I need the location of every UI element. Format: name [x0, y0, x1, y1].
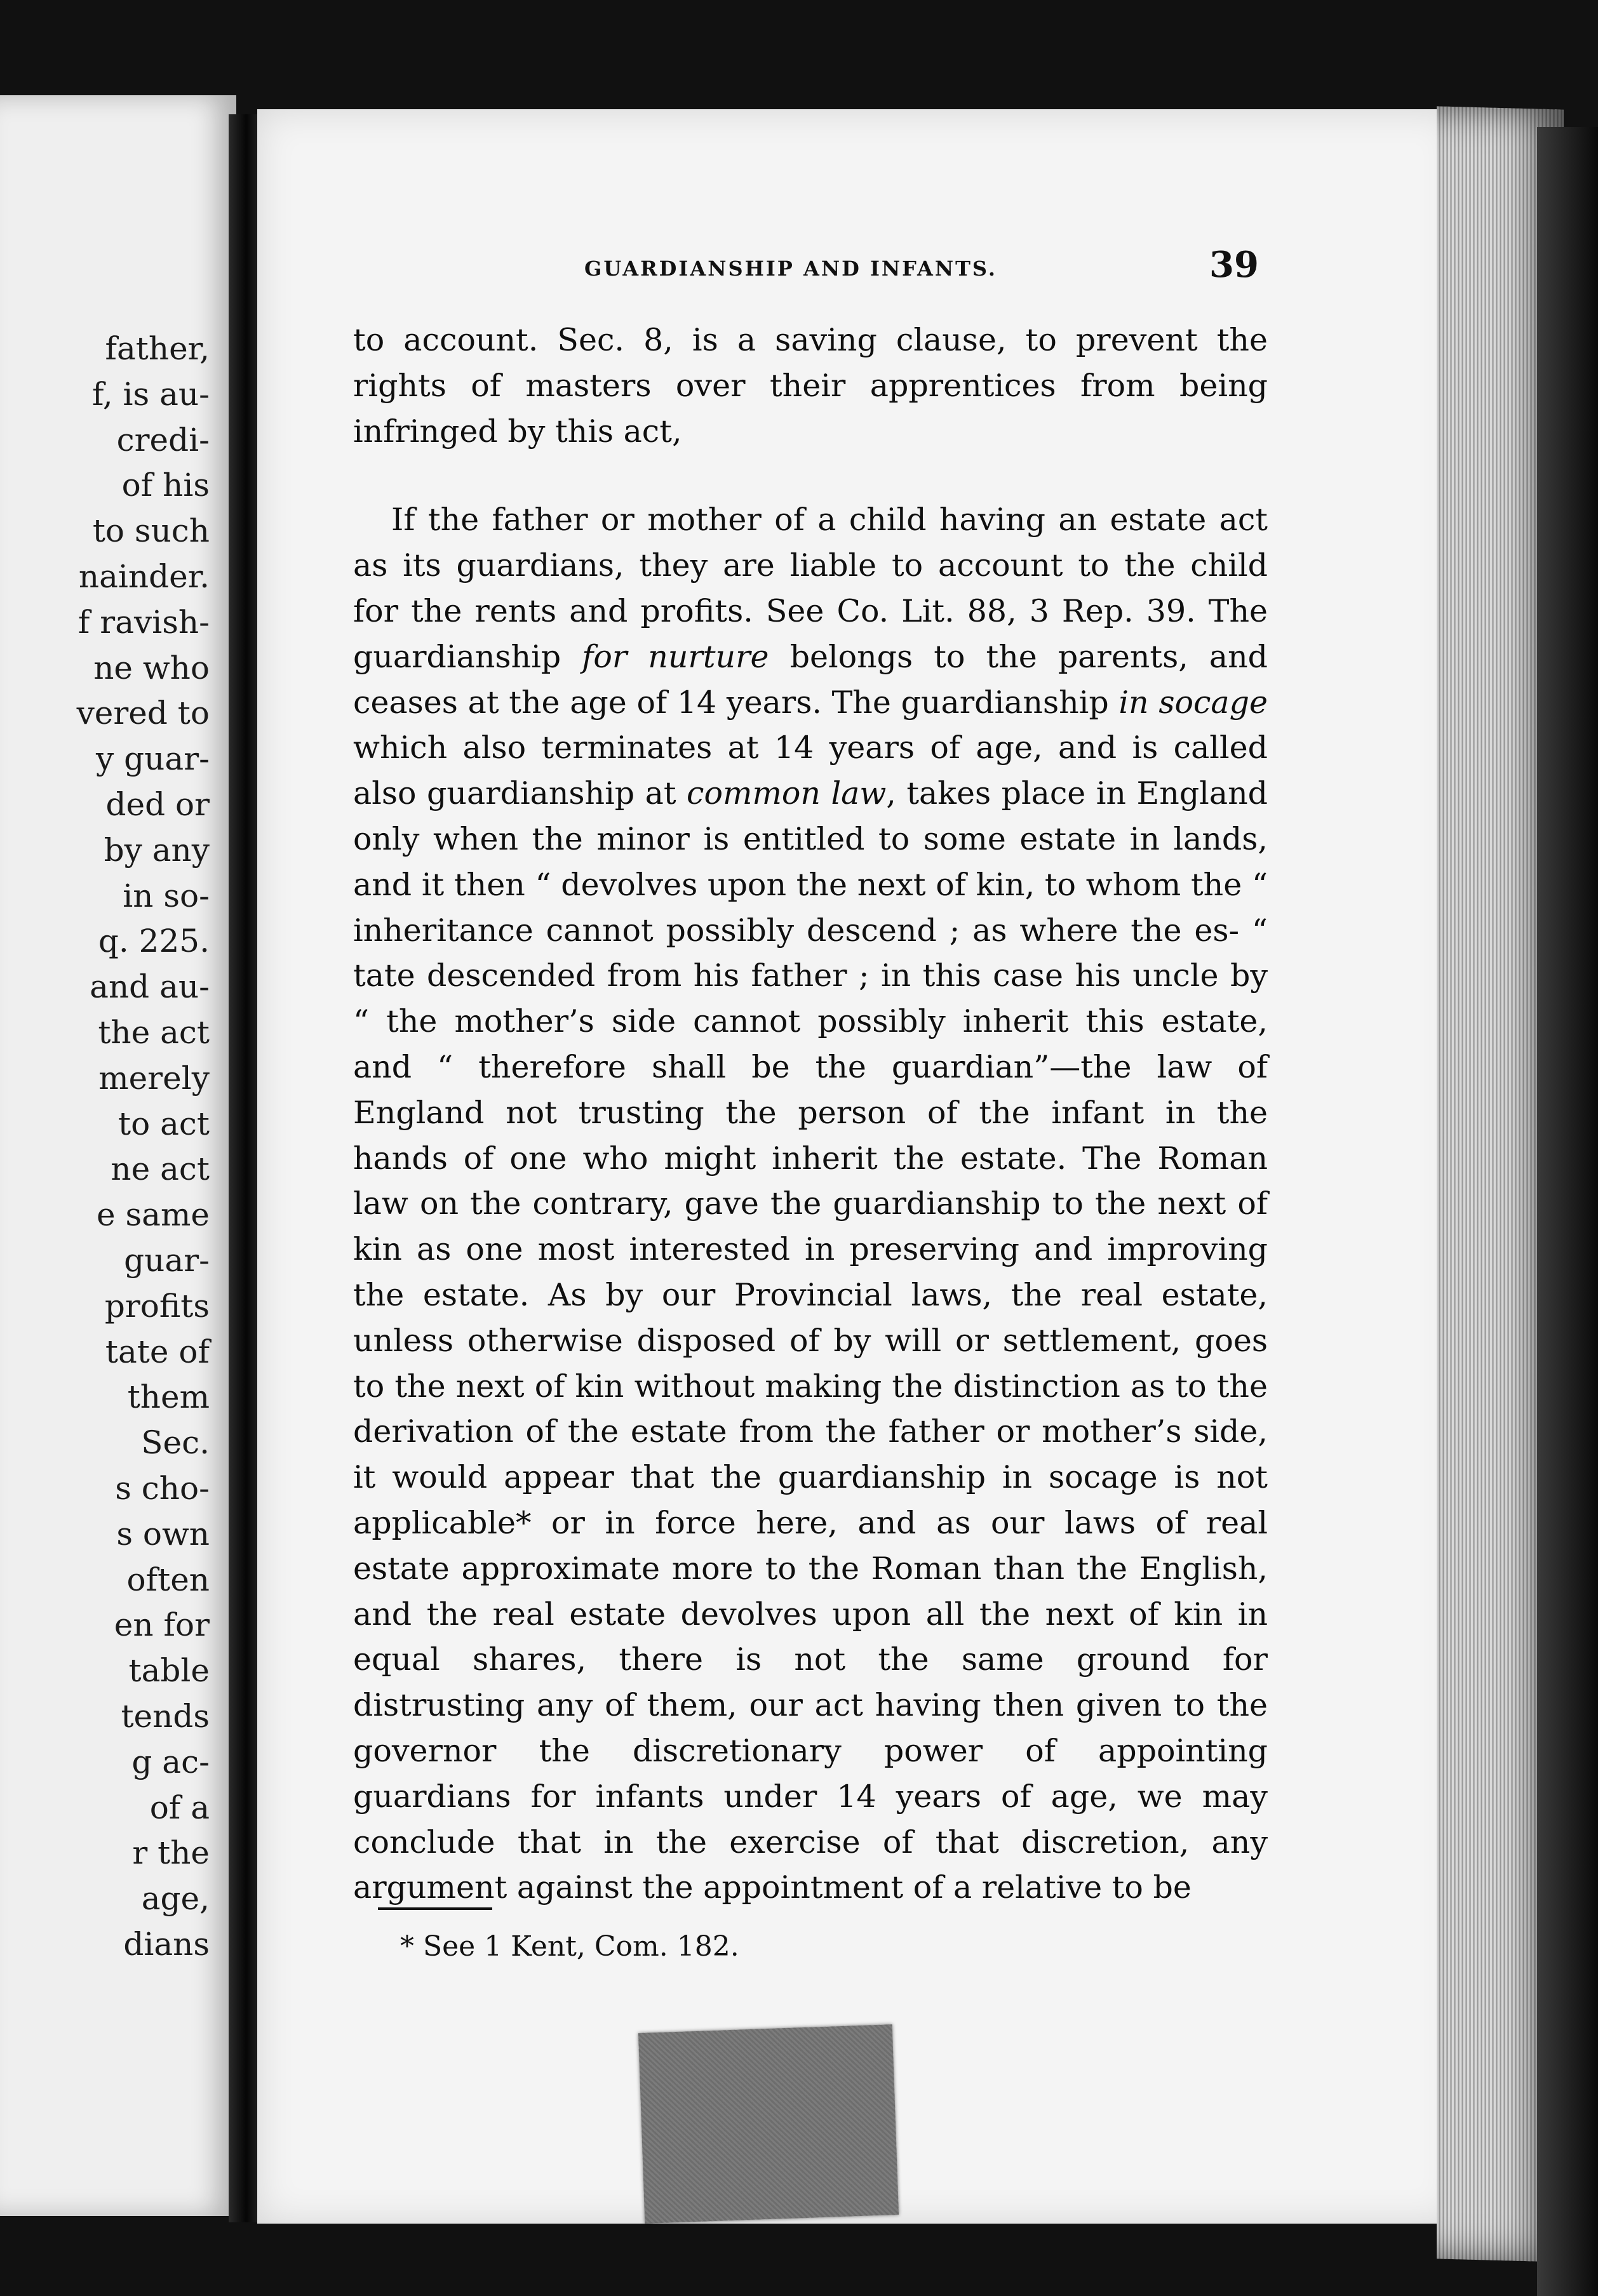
left-page-fragment: r the: [132, 1834, 210, 1872]
footnote-rule: [378, 1907, 492, 1910]
left-page-fragment: q. 225.: [98, 923, 210, 960]
term-in-socage: in socage: [1118, 684, 1268, 721]
left-page-fragment: f ravish-: [77, 603, 210, 641]
left-page-fragment: nainder.: [78, 558, 210, 595]
left-page-fragment: en for: [114, 1606, 210, 1644]
term-for-nurture: for nurture: [582, 638, 769, 675]
paragraph-2: [353, 497, 1268, 1911]
left-page-fragment: often: [126, 1561, 210, 1598]
paragraph-2-part-c: which also terminates at 14 years of age, and is called also guardianship at: [353, 730, 1268, 812]
left-page-fragment: credi-: [116, 421, 210, 458]
left-page-fragment: g ac-: [131, 1743, 210, 1780]
left-page-fragment: to act: [118, 1105, 210, 1142]
page-number: 39: [1209, 244, 1259, 286]
paragraph-2-part-d: , takes place in England only when the minor is entitled to some estate in lands, and it then “ devolves upon the next of kin, to whom the “ inheritance cannot possibly descend ; as where the es- “ tate descended from his father ; in this case his uncle by “ the mother’s side cannot possibly inherit this estate, and “ therefore shall be the guardian”—the law of England not trusting the person of the infant in the hands of one who might inherit the estate. The Roman law on the contrary, gave the guardianship to the next of kin as one most interested in preserving and improving the estate. As by our Provincial laws, the real estate, unless otherwise disposed of by will or settlement, goes to the next of kin without making the distinction as to the derivation of the estate from the father or mother’s side, it would appear that the guardianship in socage is not applicable* or in force here, and as our laws of real estate approximate more to the Roman than the English, and the real estate devolves upon all the next of kin in equal shares, there is not the same ground for distrusting any of them, our act having then given to the governor the discretionary power of appointing guardians for infants under 14 years of age, we may conclude that in the exercise of that discretion, any argument against the appointment of a relative to be: [353, 775, 1268, 1906]
left-page-fragment: of his: [121, 467, 210, 504]
left-page-fragment: to such: [92, 512, 210, 550]
left-page-fragment: s own: [116, 1515, 210, 1552]
running-title: GUARDIANSHIP AND INFANTS.: [584, 257, 998, 281]
left-page-fragment: vered to: [76, 695, 210, 732]
left-page-fragment: dians: [123, 1926, 210, 1963]
left-page-fragment: e same: [97, 1196, 210, 1234]
left-page-fragment: of a: [149, 1789, 210, 1826]
left-page-fragment: y guar-: [96, 740, 210, 778]
left-page-fragment: ne act: [111, 1151, 210, 1188]
left-page-fragment: by any: [104, 831, 210, 869]
term-common-law: common law: [687, 775, 887, 812]
left-page-fragment: tate of: [105, 1333, 210, 1370]
left-page-fragment: f, is au-: [92, 375, 210, 413]
footnote: * See 1 Kent, Com. 182.: [400, 1930, 739, 1963]
left-page-fragment: them: [127, 1378, 210, 1416]
left-page-fragment: s cho-: [115, 1470, 210, 1507]
left-page-fragment: father,: [105, 330, 210, 367]
paragraph-2-part-a: If the father or mother of a child having an estate act as its guardians, they are liable to account to the child for the rents and profits. See Co. Lit. 88, 3 Rep. 39. The guardianship: [353, 502, 1268, 675]
left-page-fragment: tends: [121, 1698, 210, 1735]
left-page-fragment: and au-: [90, 968, 210, 1006]
left-page-fragment: ne who: [93, 649, 210, 686]
paragraph-2-part-b: belongs to the parents, and ceases at the age of 14 years. The guardianship: [353, 638, 1268, 721]
book-edge-shadow: [1537, 127, 1598, 2296]
paragraph-1: [353, 317, 1268, 454]
previous-page: [0, 95, 236, 2216]
paragraph-1-text: to account. Sec. 8, is a saving clause, to prevent the rights of masters over their apprentices from being infringed by this act,: [353, 322, 1268, 450]
paper-scrap: [638, 2024, 899, 2224]
left-page-fragment: profits: [104, 1287, 210, 1325]
page-body: [353, 317, 1268, 1911]
left-page-fragment: age,: [141, 1880, 210, 1918]
left-page-fragment: merely: [98, 1059, 210, 1097]
left-page-fragment: guar-: [124, 1242, 210, 1279]
left-page-fragment: table: [128, 1652, 210, 1690]
left-page-fragment: ded or: [105, 786, 210, 823]
left-page-fragment: the act: [98, 1014, 210, 1051]
left-page-fragment: Sec.: [141, 1424, 210, 1462]
left-page-fragment: in so-: [123, 877, 210, 914]
